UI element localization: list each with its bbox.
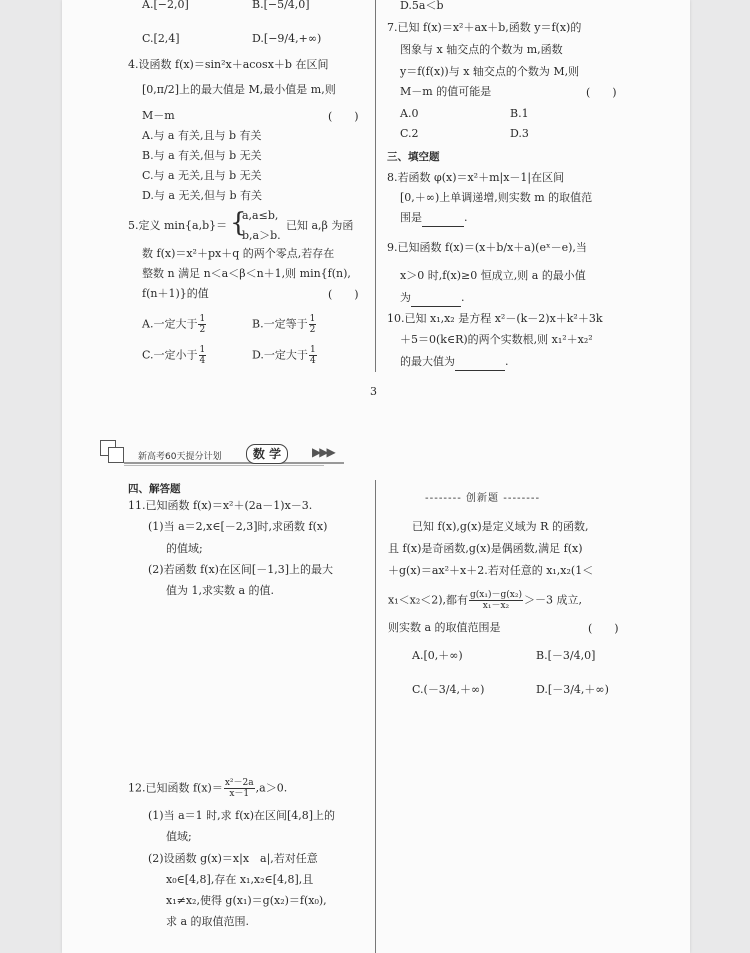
- q4-line-2: [0,π/2]上的最大值是 M,最小值是 m,则: [142, 83, 336, 96]
- q12-part-2d: 求 a 的取值范围.: [166, 915, 250, 928]
- answer-blank[interactable]: [422, 210, 464, 227]
- option-d: D.[−9/4,+∞): [252, 32, 322, 45]
- q12-part-1b: 值域;: [166, 830, 192, 843]
- q5-line-3: 整数 n 满足 n＜a＜β＜n＋1,则 min{f(n),: [142, 267, 351, 280]
- section-heading-answer: 四、解答题: [128, 483, 181, 495]
- page-number: 3: [370, 385, 377, 398]
- header-rule: [124, 465, 324, 466]
- q7-option-a: A.0: [400, 107, 419, 120]
- q5-option-a: A.一定大于 $\frac{1}{2}$: [142, 314, 206, 335]
- innovation-option-c: C.(－3/4,＋∞): [412, 683, 485, 696]
- q8-line-2: [0,＋∞)上单调递增,则实数 m 的取值范: [400, 191, 593, 204]
- q5-option-b: B.一定等于 $\frac{1}{2}$: [252, 314, 316, 335]
- q7-line-1: 7.已知 f(x)＝x²＋ax＋b,函数 y＝f(x)的: [387, 21, 582, 34]
- q10-line-3: 的最大值为 .: [400, 354, 509, 371]
- q5-option-c: C.一定小于 $\frac{1}{4}$: [142, 345, 206, 366]
- q5-option-d: D.一定大于 $\frac{1}{4}$: [252, 345, 316, 366]
- q7-line-3: y＝f(f(x))与 x 轴交点的个数为 M,则: [400, 65, 580, 78]
- option-a: A.[−2,0]: [142, 0, 189, 11]
- q4-option-b: B.与 a 有关,但与 b 无关: [142, 149, 262, 162]
- fraction: $\frac{\text{x²－2a}}{x-1}$: [224, 778, 254, 799]
- innovation-option-b: B.[－3/4,0]: [536, 649, 596, 662]
- q11-part-1b: 的值域;: [166, 542, 203, 555]
- q7-line-4: M－m 的值可能是: [400, 85, 492, 98]
- q12-part-1a: (1)当 a＝1 时,求 f(x)在区间[4,8]上的: [148, 809, 336, 822]
- answer-paren: ( ): [588, 622, 619, 635]
- q12-part-2a: (2)设函数 g(x)＝x|x a|,若对任意: [148, 852, 318, 865]
- q11-part-2a: (2)若函数 f(x)在区间[－1,3]上的最大: [148, 563, 334, 576]
- answer-blank[interactable]: [411, 290, 461, 307]
- q4-line-3: M－m: [142, 109, 175, 122]
- innovation-line-3: ＋g(x)＝ax²＋x＋2.若对任意的 x₁,x₂(1＜: [388, 564, 594, 577]
- q5-case-2: b,a＞b.: [242, 229, 281, 242]
- q5-line-1b: 已知 a,β 为函: [286, 219, 354, 232]
- answer-paren: ( ): [328, 288, 359, 301]
- q9-line-1: 9.已知函数 f(x)＝(x＋b/x＋a)(eˣ－e),当: [387, 241, 587, 254]
- header-rule: [124, 462, 344, 464]
- exam-page: [62, 0, 690, 953]
- q9-line-3: 为 .: [400, 290, 465, 307]
- piecewise-brace: {: [230, 208, 247, 238]
- column-divider-bottom: [375, 480, 376, 953]
- q5-line-1: 5.定义 min{a,b}＝: [128, 219, 228, 232]
- q7-option-b: B.1: [510, 107, 529, 120]
- q10-line-1: 10.已知 x₁,x₂ 是方程 x²－(k－2)x＋k²＋3k: [387, 312, 603, 325]
- q4-line-1: 4.设函数 f(x)＝sin²x＋acosx＋b 在区间: [128, 58, 329, 71]
- q8-line-1: 8.若函数 φ(x)＝x²＋m|x－1|在区间: [387, 171, 565, 184]
- q11-line-1: 11.已知函数 f(x)＝x²＋(2a－1)x－3.: [128, 499, 313, 512]
- innovation-line-1: 已知 f(x),g(x)是定义域为 R 的函数,: [412, 520, 589, 533]
- q4-option-d: D.与 a 无关,但与 b 有关: [142, 189, 263, 202]
- answer-paren: ( ): [586, 86, 617, 99]
- innovation-option-a: A.[0,＋∞): [412, 649, 463, 662]
- book-header: [100, 440, 360, 470]
- innovation-line-2: 且 f(x)是奇函数,g(x)是偶函数,满足 f(x): [388, 542, 583, 555]
- q12-line-1: 12.已知函数 f(x)＝ $\frac{\text{x²－2a}}{x-1}$ ,a＞0.: [128, 778, 288, 799]
- q12-part-2b: x₀∈[4,8],存在 x₁,x₂∈[4,8],且: [166, 873, 314, 886]
- q4-option-a: A.与 a 有关,且与 b 有关: [142, 129, 262, 142]
- fraction: $\frac{\text{g(x₁)－g(x₂)}}{\text{x₁－x₂}}$: [470, 590, 522, 611]
- option-c: C.[2,4]: [142, 32, 180, 45]
- q12-part-2c: x₁≠x₂,使得 g(x₁)＝g(x₂)＝f(x₀),: [166, 894, 327, 907]
- q5-case-1: a,a≤b,: [242, 209, 279, 222]
- column-divider-top: [375, 0, 376, 372]
- innovation-line-5: 则实数 a 的取值范围是: [388, 621, 501, 634]
- option-b: B.[−5/4,0]: [252, 0, 310, 11]
- fraction: $\frac{1}{4}$: [199, 345, 206, 366]
- q7-line-2: 图象与 x 轴交点的个数为 m,函数: [400, 43, 563, 56]
- q7-option-d: D.3: [510, 127, 529, 140]
- fraction: $\frac{1}{2}$: [309, 314, 316, 335]
- q11-part-2b: 值为 1,求实数 a 的值.: [166, 584, 275, 597]
- subject-badge: 数 学: [246, 444, 288, 464]
- q5-line-2: 数 f(x)＝x²＋px＋q 的两个零点,若存在: [142, 247, 335, 260]
- q4-option-c: C.与 a 无关,且与 b 无关: [142, 169, 262, 182]
- q5-line-4: f(n＋1)}的值: [142, 287, 209, 300]
- q9-line-2: x＞0 时,f(x)≥0 恒成立,则 a 的最小值: [400, 269, 586, 282]
- fraction: $\frac{1}{4}$: [309, 345, 316, 366]
- q7-option-c: C.2: [400, 127, 419, 140]
- answer-blank[interactable]: [455, 354, 505, 371]
- q8-line-3: 围是 .: [400, 210, 468, 227]
- innovation-line-4: x₁＜x₂＜2),都有 $\frac{\text{g(x₁)－g(x₂)}}{\text{x₁－x₂}}$ ＞－3 成立,: [388, 590, 582, 611]
- innovation-title: -------- 创新题 --------: [425, 493, 541, 504]
- decorative-square-icon: [108, 447, 124, 463]
- fraction: $\frac{1}{2}$: [199, 314, 206, 335]
- q11-part-1a: (1)当 a＝2,x∈[－2,3]时,求函数 f(x): [148, 520, 328, 533]
- q10-line-2: ＋5＝0(k∈R)的两个实数根,则 x₁²＋x₂²: [400, 333, 593, 346]
- q6-option-d: D.5a＜b: [400, 0, 444, 12]
- answer-paren: ( ): [328, 110, 359, 123]
- innovation-option-d: D.[－3/4,＋∞): [536, 683, 609, 696]
- arrow-icon: ▶▶▶: [312, 445, 334, 459]
- section-heading-fill-in: 三、填空题: [387, 151, 440, 163]
- book-title: 新高考60天提分计划: [138, 452, 222, 462]
